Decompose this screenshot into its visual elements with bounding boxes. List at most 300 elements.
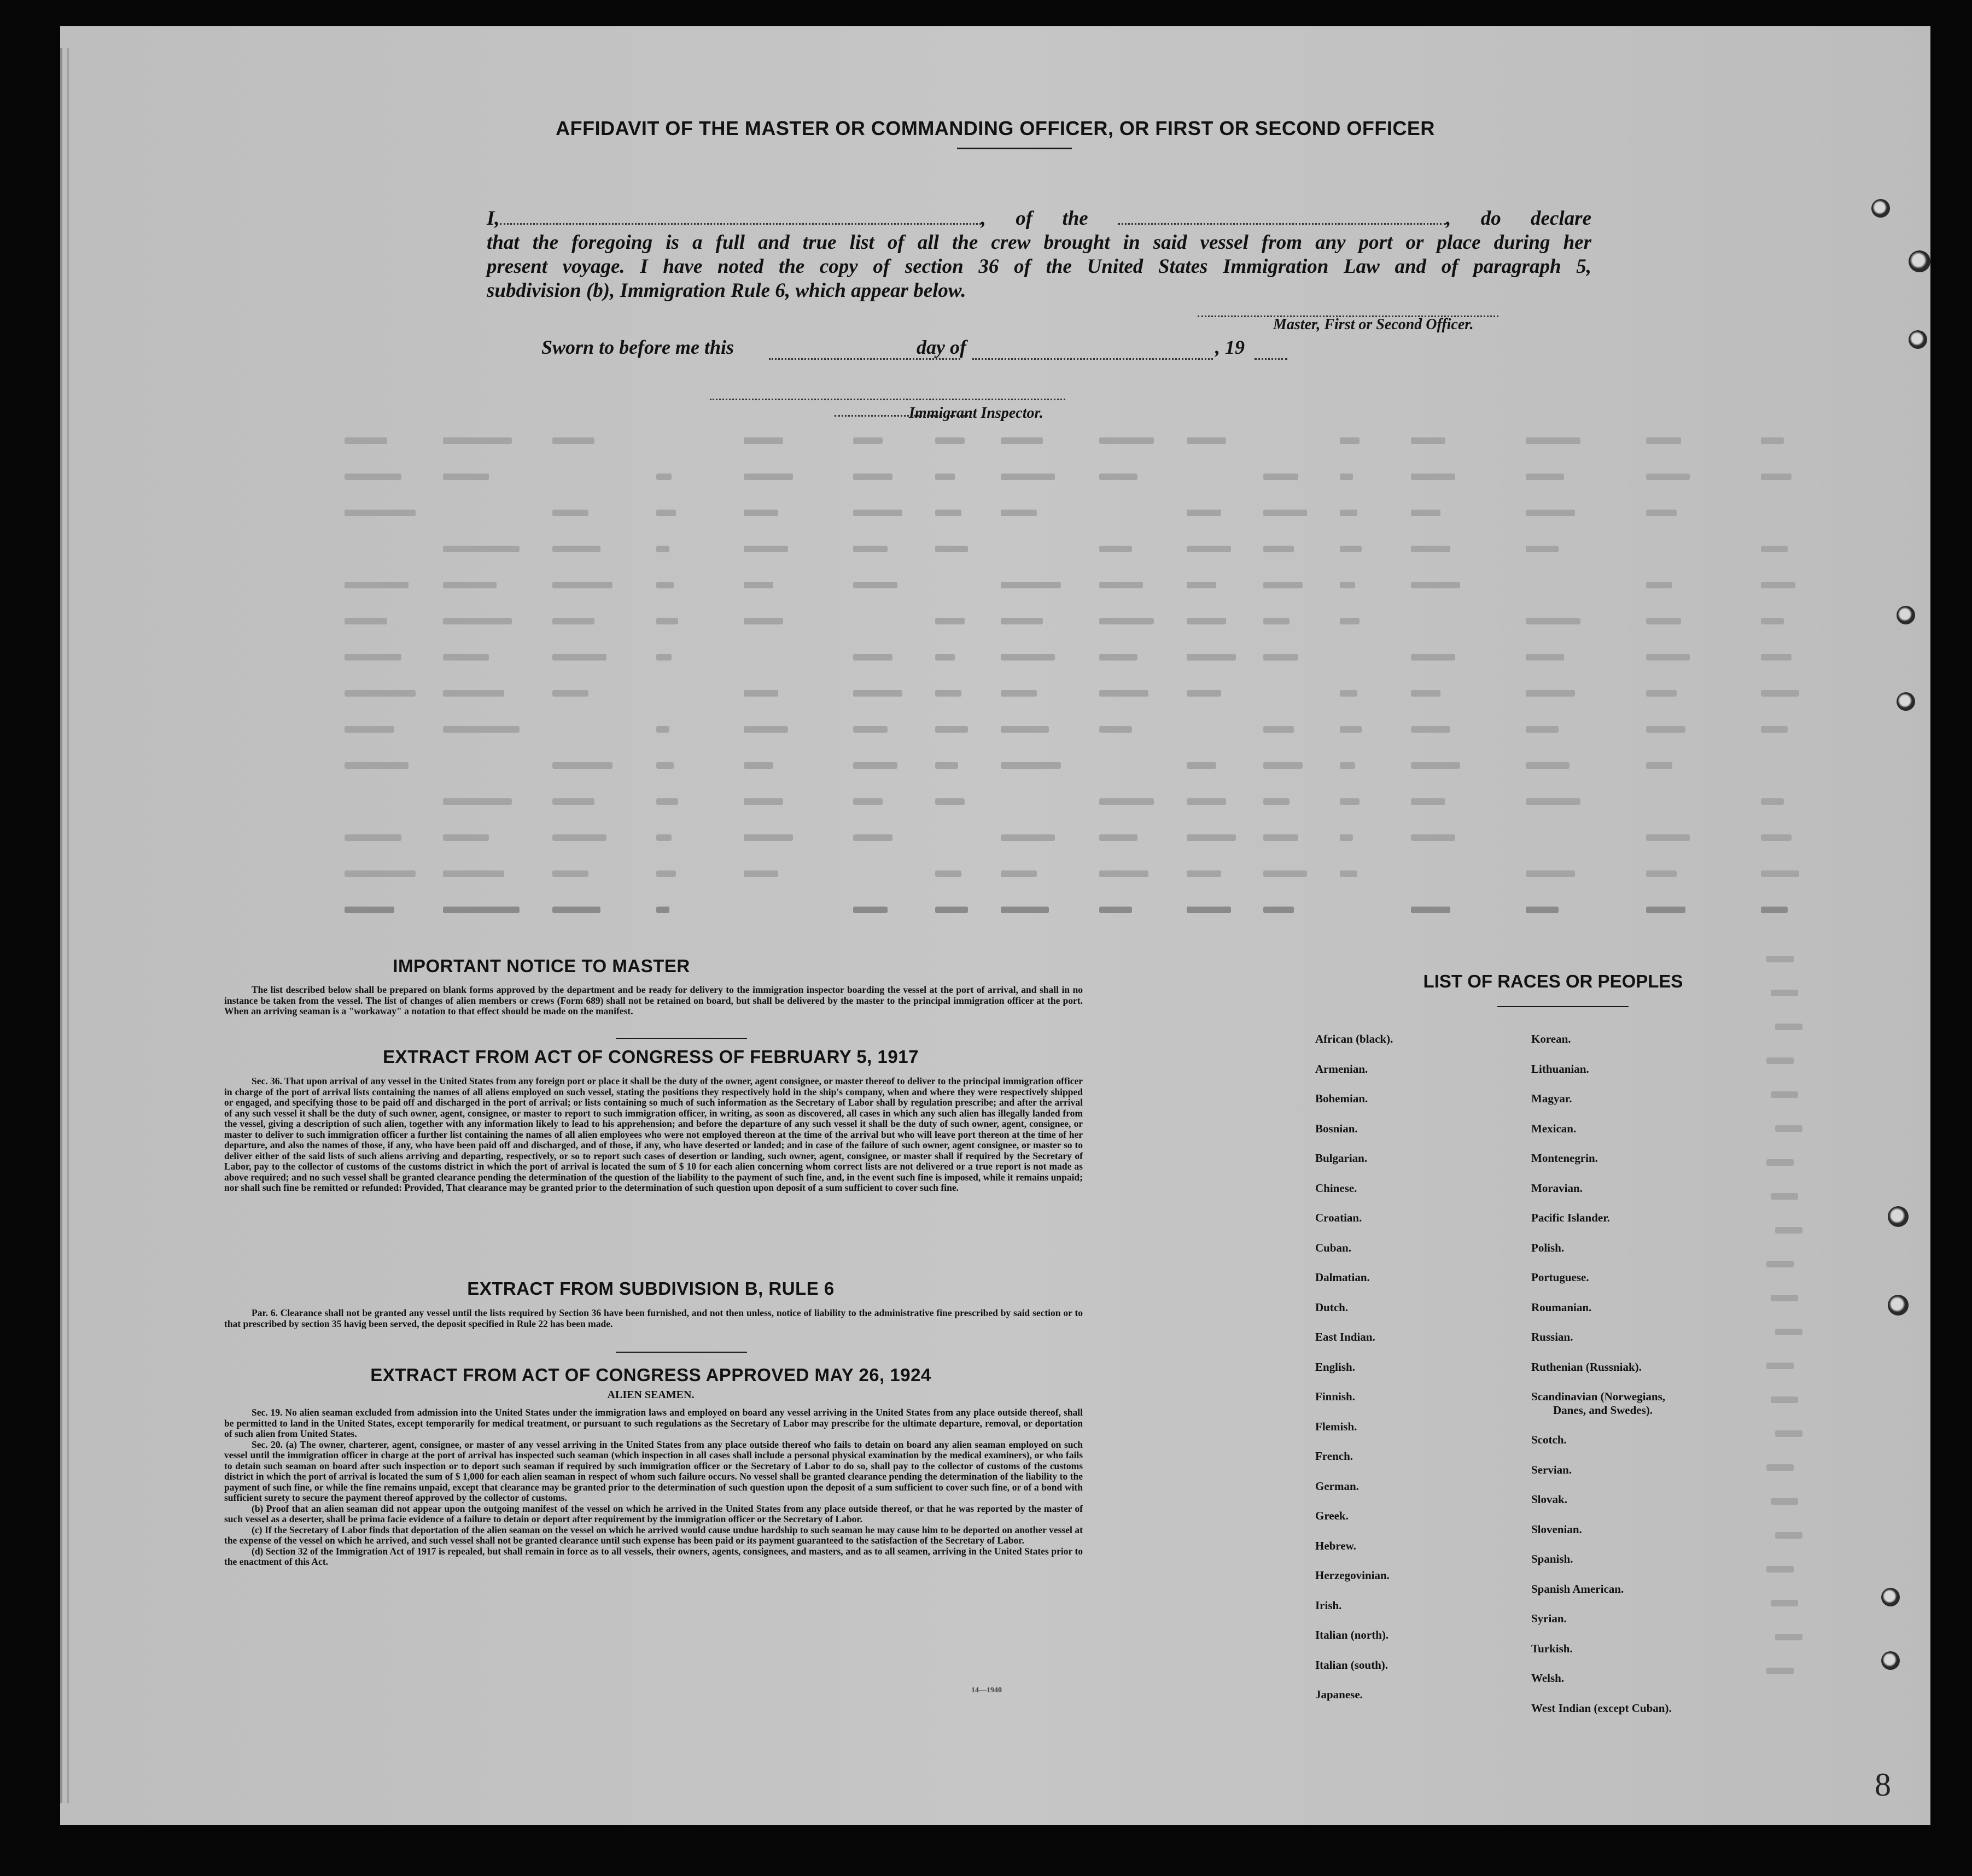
ghost-cell [1761, 834, 1792, 841]
ghost-cell [1761, 582, 1795, 588]
race-item: Armenian. [1315, 1062, 1368, 1076]
section-rule [616, 1352, 747, 1353]
ghost-cell [935, 726, 968, 733]
ghost-cell [1263, 726, 1294, 733]
ghost-cell [1411, 474, 1455, 480]
ghost-cell [1263, 582, 1303, 588]
ghost-cell [1646, 654, 1690, 661]
ghost-cell [853, 510, 902, 516]
race-item: German. [1315, 1479, 1359, 1493]
ghost-row [60, 834, 1930, 841]
race-item: East Indian. [1315, 1330, 1375, 1343]
ghost-cell [656, 762, 674, 769]
sworn-month-blank[interactable] [972, 358, 1213, 360]
ghost-cell [1646, 618, 1681, 624]
ghost-cell [1646, 690, 1677, 697]
ghost-row [60, 546, 1930, 552]
binder-hole [1909, 330, 1927, 349]
ghost-cell [853, 437, 883, 444]
ghost-cell [1646, 510, 1677, 516]
ghost-cell [1001, 618, 1043, 624]
ghost-cell [1263, 870, 1307, 877]
ghost-cell [1411, 798, 1445, 805]
ghost-cell [1340, 834, 1353, 841]
ghost-cell [443, 726, 520, 733]
ghost-cell [345, 834, 401, 841]
ghost-cell [1775, 1430, 1802, 1437]
ghost-cell [1411, 510, 1440, 516]
ghost-cell [345, 907, 394, 913]
ghost-cell [552, 690, 588, 697]
ghost-cell [656, 798, 678, 805]
race-item: Herzegovinian. [1315, 1569, 1390, 1582]
race-item: Bosnian. [1315, 1121, 1358, 1135]
race-item: Welsh. [1531, 1672, 1565, 1685]
ghost-cell [552, 582, 612, 588]
ghost-cell [935, 798, 965, 805]
race-item: African (black). [1315, 1032, 1393, 1045]
affidavit-line-1 [487, 207, 1591, 231]
ghost-cell [1001, 654, 1055, 661]
ghost-cell [935, 437, 965, 444]
race-item: Magyar. [1531, 1092, 1572, 1105]
race-item: Flemish. [1315, 1419, 1357, 1433]
ghost-cell [1771, 1396, 1798, 1403]
ghost-cell [1340, 762, 1355, 769]
inspector-signature-line[interactable] [710, 398, 1065, 400]
ghost-cell [1340, 546, 1362, 552]
vessel-blank[interactable] [1118, 223, 1446, 225]
section-rule [616, 1038, 747, 1039]
race-item: Scandinavian (Norwegians, [1531, 1390, 1666, 1403]
affidavit-declare: , do declare [1446, 207, 1592, 230]
binder-hole [1881, 1651, 1900, 1670]
ghost-cell [443, 798, 512, 805]
ghost-cell [552, 762, 612, 769]
race-item: Scotch. [1531, 1433, 1567, 1446]
ghost-cell [656, 510, 676, 516]
race-item: Mexican. [1531, 1121, 1577, 1135]
ghost-cell [1263, 618, 1290, 624]
ghost-cell [1526, 762, 1570, 769]
ghost-cell [1761, 907, 1788, 913]
sec-19: Sec. 19. No alien seaman excluded from admission into the United States under the immigration laws and employed on board any vessel arriving in the United States from any place outside thereof, shall be permitted to land in the United States, except temporarily for medical treatment, or pursuant to such regulations as the Secretary of Labor may prescribe for the ultimate departure, removal, or deportation of such alien from United States. [224, 1407, 1083, 1439]
ghost-cell [935, 654, 955, 661]
ghost-cell [1001, 510, 1037, 516]
extract-rule6-text: Par. 6. Clearance shall not be granted any vessel until the lists required by Section 36 have been furnished, and not then unless, notice of liability to the administrative fine prescribed by said section or to that prescribed by section 35 havig been served, the deposit specified in Rule 22 has been made. [224, 1307, 1083, 1329]
race-item: Dutch. [1315, 1300, 1349, 1314]
ghost-cell [656, 546, 669, 552]
ghost-cell [345, 870, 416, 877]
ghost-cell [1526, 654, 1564, 661]
ghost-cell [1761, 474, 1792, 480]
ghost-cell [1340, 618, 1360, 624]
sec-20a: Sec. 20. (a) The owner, charterer, agent, consignee, or master of any vessel arriving in the United States from any place outside thereof who fails to detain on board any alien seaman employed on such vessel until the immigration officer in charge at the port of arrival has inspected such seaman (which inspection in all cases shall include a personal physical examination by the medical examiners), or who fails to detain such seaman on board after such inspection or to deport such seaman if required by such immigration officer or the Secretary of Labor to do so, shall pay to the collector of customs of the customs district in which the port of arrival is located the sum of $ 1,000 for each alien seaman in respect of whom such failure occurs. No vessel shall be granted clearance pending the determination of the liability to the payment of such fine, or while the fine remains unpaid, except that clearance may be granted prior to the determination of such question upon the deposit of a sum sufficient to cover such fine, or of a bond with sufficient surety to secure the payment thereof approved by the collector of customs. [224, 1439, 1083, 1503]
ghost-cell [1766, 1363, 1794, 1369]
ghost-cell [744, 510, 778, 516]
extract-1917-title: EXTRACT FROM ACT OF CONGRESS OF FEBRUARY 5, 1917 [383, 1047, 919, 1067]
ghost-cell [1340, 726, 1362, 733]
ghost-cell [1187, 834, 1236, 841]
race-item: Slovak. [1531, 1493, 1567, 1506]
ghost-cell [1263, 510, 1307, 516]
ghost-row [60, 798, 1930, 805]
ghost-cell [1340, 690, 1357, 697]
ghost-cell [1001, 726, 1049, 733]
ghost-cell [744, 726, 788, 733]
ghost-cell [656, 870, 676, 877]
ghost-cell [1646, 870, 1677, 877]
ghost-cell [1187, 690, 1221, 697]
extract-1924-subtitle: ALIEN SEAMEN. [607, 1389, 695, 1401]
ghost-cell [1411, 726, 1450, 733]
ghost-cell [1187, 870, 1221, 877]
ghost-cell [1263, 762, 1303, 769]
ghost-cell [345, 510, 416, 516]
ghost-cell [1187, 437, 1226, 444]
ghost-cell [443, 437, 512, 444]
ghost-cell [853, 690, 902, 697]
ghost-cell [744, 582, 773, 588]
ghost-cell [1761, 798, 1784, 805]
ghost-cell [1099, 618, 1154, 624]
binder-hole [1897, 606, 1915, 624]
affidavit-of-the: , of the [981, 207, 1088, 230]
ghost-cell [1761, 870, 1799, 877]
ghost-cell [744, 474, 793, 480]
race-item: Croatian. [1315, 1211, 1362, 1224]
race-item: Dalmatian. [1315, 1271, 1370, 1284]
ghost-cell [1775, 1227, 1802, 1234]
ghost-cell [656, 907, 669, 913]
ghost-cell [1340, 798, 1360, 805]
ghost-cell [1263, 834, 1298, 841]
ghost-cell [443, 474, 489, 480]
ghost-cell [1187, 654, 1236, 661]
ghost-row [60, 907, 1930, 913]
race-item: Cuban. [1315, 1241, 1351, 1254]
ghost-cell [1775, 1024, 1802, 1030]
ghost-cell [853, 762, 897, 769]
ghost-cell [1411, 546, 1450, 552]
ghost-cell [1526, 798, 1580, 805]
ghost-cell [1099, 798, 1154, 805]
ghost-cell [853, 798, 883, 805]
ghost-cell [744, 798, 783, 805]
ghost-cell [853, 834, 892, 841]
ghost-cell [1340, 510, 1357, 516]
title-rule [957, 148, 1072, 149]
ghost-cell [935, 907, 968, 913]
race-item: Roumanian. [1531, 1300, 1592, 1314]
ghost-cell [1771, 1091, 1798, 1098]
race-item: Italian (south). [1315, 1658, 1388, 1672]
ghost-cell [1187, 582, 1216, 588]
ghost-cell [744, 546, 788, 552]
ghost-cell [552, 510, 588, 516]
ghost-cell [935, 762, 958, 769]
ghost-cell [552, 834, 606, 841]
ghost-cell [345, 474, 401, 480]
ghost-cell [1001, 690, 1037, 697]
race-item: Danes, and Swedes). [1553, 1403, 1653, 1417]
ghost-cell [1761, 654, 1792, 661]
ghost-cell [1526, 618, 1580, 624]
binder-hole [1871, 199, 1890, 218]
ghost-cell [345, 690, 416, 697]
race-item: Polish. [1531, 1241, 1565, 1254]
ghost-cell [1099, 437, 1154, 444]
ghost-cell [1340, 474, 1353, 480]
ghost-cell [1099, 654, 1137, 661]
ghost-cell [1766, 1464, 1794, 1471]
race-item: Pacific Islander. [1531, 1211, 1610, 1224]
ghost-cell [1775, 1125, 1802, 1132]
form-code: 14—1940 [971, 1686, 1002, 1694]
ghost-cell [1001, 582, 1061, 588]
ghost-cell [552, 907, 600, 913]
ghost-cell [443, 907, 520, 913]
ghost-cell [1340, 437, 1360, 444]
ghost-cell [1526, 690, 1575, 697]
year-blank[interactable] [1255, 358, 1287, 360]
ghost-row [60, 474, 1930, 480]
notice-title: IMPORTANT NOTICE TO MASTER [393, 956, 690, 976]
race-item: Russian. [1531, 1330, 1573, 1343]
ghost-cell [1775, 1532, 1802, 1539]
ghost-cell [1411, 690, 1440, 697]
ghost-cell [1411, 654, 1455, 661]
ghost-cell [744, 834, 793, 841]
race-item: Hebrew. [1315, 1539, 1356, 1552]
page-edge [67, 48, 69, 1803]
affidavit-title: AFFIDAVIT OF THE MASTER OR COMMANDING OFFICER, OR FIRST OR SECOND OFFICER [556, 117, 1435, 139]
ghost-row [60, 654, 1930, 661]
affidavit-i: I, [487, 207, 500, 230]
ghost-cell [1771, 1498, 1798, 1505]
extract-1924-text [224, 1407, 1083, 1568]
ghost-cell [1646, 834, 1690, 841]
ghost-cell [1001, 474, 1055, 480]
race-item: Japanese. [1315, 1688, 1363, 1701]
year-label: , 19 [1215, 336, 1245, 358]
ghost-cell [1761, 546, 1788, 552]
ghost-cell [443, 834, 489, 841]
notice-text: The list described below shall be prepared on blank forms approved by the department and be ready for delivery to the immigration inspector boarding the vessel at the port of arrival, and shall in no instance be taken from the vessel. The list of changes of alien members or crews (Form 689) shall not be retained on board, but shall be delivered by the master to the principal immigration officer at the port. When an arriving seaman is a "workaway" a notation to that effect should be made on the manifest. [224, 984, 1083, 1016]
ghost-cell [853, 582, 897, 588]
ghost-cell [744, 690, 778, 697]
day-of-label: day of [917, 336, 966, 358]
ghost-cell [552, 798, 594, 805]
ghost-cell [345, 618, 387, 624]
ghost-row [60, 437, 1930, 444]
ghost-cell [1187, 762, 1216, 769]
ghost-cell [1187, 510, 1221, 516]
inspector-label: Immigrant Inspector. [909, 405, 1043, 422]
race-item: French. [1315, 1450, 1353, 1463]
ghost-cell [1411, 437, 1445, 444]
affidavit-body [487, 207, 1591, 303]
ghost-cell [935, 618, 965, 624]
margin-handwritten-mark: 8 [1875, 1767, 1891, 1803]
ghost-cell [1771, 1193, 1798, 1200]
ghost-cell [1771, 1295, 1798, 1301]
race-item: Spanish American. [1531, 1582, 1624, 1596]
ghost-cell [1340, 582, 1355, 588]
master-label: Master, First or Second Officer. [1273, 316, 1474, 333]
ghost-cell [1001, 762, 1061, 769]
extract-1917-text: Sec. 36. That upon arrival of any vessel in the United States from any foreign port or place it shall be the duty of the owner, agent consignee, or master thereof to deliver to the principal immigration officer in charge of the port of arrival lists containing the names of all aliens employed on such vessel, stating the positions they respectively hold in the ship's company, when and where they were respectively shipped or engaged, and specifying those to be paid off and discharged in the port of arrival; or lists containing so much of such information as the Secretary of Labor shall by regulation prescribe; and after the arrival of any such vessel it shall be the duty of such owner, agent, consignee, or master to report to such immigration officer, in writing, as soon as discovered, all cases in which any such alien has illegally landed from the vessel, giving a description of such alien, together with any information likely to lead to his apprehension; and before the departure of any such vessel it shall be the duty of such owner, agent, consignee, or master to deliver to such immigration officer a further list containing the names of all alien employees who were not employed thereon at the time of the arrival but who will leave port thereon at the time of her departure, and also the names of those, if any, who have been paid off and discharged, and of those, if any, who have deserted or landed; and in case of the failure of such owner, agent consignee, or master so to deliver either of the said lists of such aliens arriving and departing, respectively, or so to report such cases of desertion or landing, such owner, agent, consignee, or master shall if required by the Secretary of Labor, pay to the collector of customs of the customs district in which the port of arrival is located the sum of $ 10 for each alien concerning whom correct lists are not delivered or a true report is not made as above required; and no such vessel shall be granted clearance pending the determination of the question of the liability to the payment of such fine, and, in the event such fine is imposed, while it remains unpaid; nor shall such fine be remitted or refunded: Provided, That clearance may be granted prior to the determination of such question upon deposit of a sum sufficient to cover such fine. [224, 1076, 1083, 1193]
affidavit-line-2: that the foregoing is a full and true list of all the crew brought in said vessel from any port or place during her [487, 231, 1591, 254]
ghost-cell [1761, 437, 1784, 444]
ghost-cell [656, 654, 672, 661]
page-edge [60, 48, 62, 1803]
race-item: Korean. [1531, 1032, 1571, 1045]
binder-hole [1897, 692, 1915, 711]
ghost-cell [443, 546, 520, 552]
ghost-cell [1411, 907, 1450, 913]
ghost-cell [1263, 546, 1294, 552]
ghost-cell [443, 654, 489, 661]
ghost-cell [1646, 437, 1681, 444]
binder-hole [1881, 1588, 1900, 1606]
ghost-cell [1646, 582, 1672, 588]
ghost-cell [443, 870, 504, 877]
ghost-cell [1646, 762, 1672, 769]
ghost-cell [853, 726, 888, 733]
ghost-cell [552, 654, 606, 661]
ghost-cell [1001, 834, 1055, 841]
ghost-cell [1526, 546, 1559, 552]
ghost-cell [1526, 510, 1575, 516]
ghost-cell [345, 762, 409, 769]
ghost-cell [1766, 1057, 1794, 1064]
ghost-cell [1099, 907, 1132, 913]
ghost-cell [345, 726, 394, 733]
ghost-cell [345, 654, 401, 661]
race-item: West Indian (except Cuban). [1531, 1701, 1672, 1715]
ghost-cell [345, 437, 387, 444]
ghost-cell [935, 546, 968, 552]
sec-20d: (d) Section 32 of the Immigration Act of 1917 is repealed, but shall remain in force as to all vessels, their owners, agents, consignees, and masters, and as to all seamen, arriving in the United States prior to the enactment of this Act. [224, 1545, 1083, 1567]
affidavit-line-4: subdivision (b), Immigration Rule 6, which appear below. [487, 279, 966, 302]
ghost-cell [1187, 907, 1231, 913]
binder-hole [1888, 1206, 1909, 1227]
race-item: Ruthenian (Russniak). [1531, 1360, 1642, 1374]
ghost-cell [935, 870, 961, 877]
race-item: English. [1315, 1360, 1355, 1374]
ghost-row [60, 762, 1930, 769]
ghost-cell [552, 437, 594, 444]
ghost-cell [853, 474, 892, 480]
race-item: Bohemian. [1315, 1092, 1368, 1105]
ghost-row [60, 690, 1930, 697]
ghost-cell [1766, 956, 1794, 962]
ghost-cell [853, 907, 888, 913]
ghost-cell [1761, 690, 1799, 697]
ghost-cell [1526, 726, 1559, 733]
ghost-cell [1099, 690, 1148, 697]
ghost-cell [935, 510, 961, 516]
name-blank[interactable] [500, 223, 981, 225]
ghost-cell [345, 582, 409, 588]
ghost-cell [1099, 546, 1132, 552]
affidavit-line-3: present voyage. I have noted the copy of section 36 of the United States Immigration Law and of paragraph 5, [487, 255, 1591, 278]
ghost-cell [1766, 1668, 1794, 1674]
ghost-cell [656, 582, 674, 588]
extract-rule6-title: EXTRACT FROM SUBDIVISION B, RULE 6 [467, 1278, 835, 1299]
race-item: Chinese. [1315, 1181, 1357, 1195]
races-title: LIST OF RACES OR PEOPLES [1423, 971, 1683, 991]
ghost-cell [1099, 726, 1132, 733]
ghost-cell [443, 618, 512, 624]
ghost-cell [744, 870, 778, 877]
race-item: Turkish. [1531, 1641, 1573, 1655]
ghost-row [60, 870, 1930, 877]
sworn-label: Sworn to before me this [541, 336, 734, 358]
ghost-cell [935, 474, 955, 480]
ghost-cell [1775, 1329, 1802, 1335]
binder-hole [1909, 250, 1930, 272]
races-rule [1497, 1006, 1629, 1007]
ghost-cell [1099, 582, 1143, 588]
race-item: Finnish. [1315, 1390, 1355, 1403]
ghost-cell [1646, 474, 1690, 480]
ghost-cell [1761, 618, 1784, 624]
ghost-cell [1187, 618, 1226, 624]
ghost-cell [1411, 834, 1455, 841]
ghost-cell [1263, 798, 1290, 805]
ghost-cell [1263, 474, 1298, 480]
ghost-cell [1646, 907, 1685, 913]
ghost-cell [1766, 1566, 1794, 1573]
ghost-cell [656, 834, 672, 841]
ghost-cell [744, 762, 773, 769]
ghost-cell [552, 870, 588, 877]
race-item: Bulgarian. [1315, 1152, 1368, 1165]
ghost-cell [1187, 798, 1226, 805]
ghost-cell [656, 474, 672, 480]
ghost-cell [443, 690, 504, 697]
ghost-cell [1766, 1159, 1794, 1166]
race-item: Servian. [1531, 1463, 1572, 1476]
sec-20c: (c) If the Secretary of Labor finds that deportation of the alien seaman on the vessel on which he arrived would cause undue hardship to such seaman he may cause him to be deported on another vessel at the expense of the vessel on which he arrived, and such vessel shall not be granted clearance until such expense has been paid or its payment guaranteed to the satisfaction of the Secretary of Labor. [224, 1524, 1083, 1546]
ghost-cell [1526, 437, 1580, 444]
race-item: Slovenian. [1531, 1522, 1582, 1536]
ghost-cell [552, 546, 600, 552]
ghost-cell [1263, 654, 1298, 661]
ghost-cell [1263, 907, 1294, 913]
ghost-cell [656, 618, 678, 624]
ghost-cell [443, 582, 497, 588]
ghost-cell [744, 618, 783, 624]
ghost-cell [1099, 474, 1137, 480]
ghost-cell [1001, 870, 1037, 877]
ghost-cell [1001, 907, 1049, 913]
binder-hole [1888, 1295, 1909, 1316]
ghost-cell [1099, 870, 1148, 877]
ghost-cell [1411, 582, 1460, 588]
ghost-cell [1526, 870, 1575, 877]
ghost-cell [744, 437, 783, 444]
ghost-row [60, 618, 1930, 624]
race-item: Montenegrin. [1531, 1152, 1598, 1165]
ghost-cell [853, 546, 888, 552]
race-item: Moravian. [1531, 1181, 1583, 1195]
document-page [60, 26, 1930, 1825]
ghost-cell [1526, 474, 1564, 480]
extract-1924-title: EXTRACT FROM ACT OF CONGRESS APPROVED MAY 26, 1924 [370, 1365, 931, 1385]
